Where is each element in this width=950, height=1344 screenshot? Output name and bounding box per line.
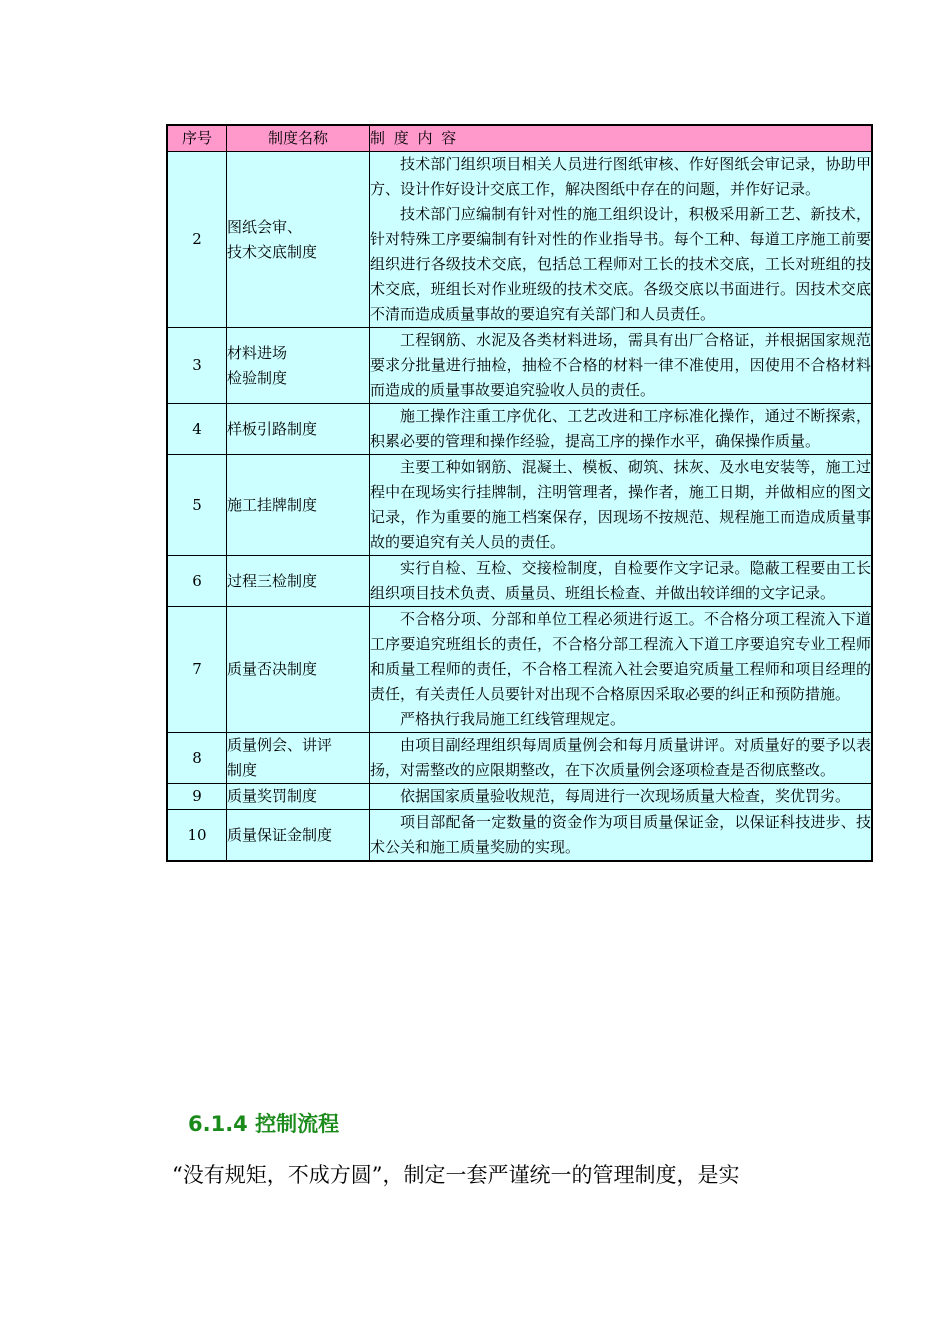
regulation-name-line: 材料进场 (227, 343, 288, 362)
regulation-content (370, 733, 873, 784)
header-no: 序号 (167, 125, 227, 152)
table-row (167, 784, 872, 810)
regulation-name-line: 质量奖罚制度 (227, 787, 318, 805)
row-number: 10 (167, 810, 227, 862)
row-number: 7 (167, 607, 227, 733)
section-heading: 6.1.4 控制流程 (188, 1112, 340, 1136)
regulation-content (370, 404, 873, 455)
regulation-name (227, 607, 370, 733)
header-name: 制度名称 (227, 125, 370, 152)
regulation-name-line: 质量例会、讲评 (227, 736, 333, 754)
table-row (167, 455, 872, 556)
content-paragraph: 工程钢筋、水泥及各类材料进场，需具有出厂合格证，并根据国家规范要求分批量进行抽检，抽检不合格的材料一律不准使用，因使用不合格材料而造成的质量事故要追究验收人员的责任。 (370, 331, 871, 399)
regulation-name (227, 455, 370, 556)
table-row (167, 810, 872, 862)
row-number: 2 (167, 152, 227, 328)
regulation-name (227, 810, 370, 862)
regulation-name-line: 制度 (227, 761, 258, 779)
header-content: 制 度 内 容 (370, 125, 873, 152)
regulation-name (227, 152, 370, 328)
regulation-name (227, 556, 370, 607)
content-paragraph: 技术部门组织项目相关人员进行图纸审核、作好图纸会审记录，协助甲方、设计作好设计交底工作，解决图纸中存在的问题，并作好记录。 (370, 155, 871, 198)
content-paragraph: 主要工种如钢筋、混凝土、模板、砌筑、抹灰、及水电安装等，施工过程中在现场实行挂牌制，注明管理者，操作者，施工日期，并做相应的图文记录，作为重要的施工档案保存，因现场不按规范、规程施工而造成质量事故的要追究有关人员的责任。 (370, 458, 871, 551)
content-paragraph: 由项目副经理组织每周质量例会和每月质量讲评。对质量好的要予以表扬，对需整改的应限期整改，在下次质量例会逐项检查是否彻底整改。 (370, 736, 871, 779)
table-body (167, 152, 872, 862)
row-number: 9 (167, 784, 227, 810)
table-row (167, 404, 872, 455)
content-paragraph: 实行自检、互检、交接检制度，自检要作文字记录。隐蔽工程要由工长组织项目技术负责、质量员、班组长检查、并做出较详细的文字记录。 (370, 559, 871, 602)
regulation-name-line: 过程三检制度 (227, 571, 318, 590)
row-number: 3 (167, 328, 227, 404)
body-paragraph: “没有规矩，不成方圆”，制定一套严谨统一的管理制度，是实 (172, 1163, 740, 1187)
regulation-name (227, 784, 370, 810)
regulation-name-line: 质量保证金制度 (227, 825, 333, 844)
table-row (167, 607, 872, 733)
regulation-name (227, 404, 370, 455)
row-number: 4 (167, 404, 227, 455)
regulation-name-line: 技术交底制度 (227, 242, 318, 261)
table-row (167, 152, 872, 328)
row-number: 6 (167, 556, 227, 607)
row-number: 8 (167, 733, 227, 784)
content-paragraph: 项目部配备一定数量的资金作为项目质量保证金，以保证科技进步、技术公关和施工质量奖励的实现。 (370, 813, 871, 856)
content-paragraph: 技术部门应编制有针对性的施工组织设计，积极采用新工艺、新技术，针对特殊工序要编制有针对性的作业指导书。每个工种、每道工序施工前要组织进行各级技术交底，包括总工程师对工长的技术交底，工长对班组的技术交底，班组长对作业班级的技术交底。各级交底以书面进行。因技术交底不清而造成质量事故的要追究有关部门和人员责任。 (370, 205, 871, 323)
content-paragraph: 依据国家质量验收规范，每周进行一次现场质量大检查，奖优罚劣。 (400, 787, 851, 805)
regulation-name-line: 施工挂牌制度 (227, 495, 318, 514)
content-paragraph: 施工操作注重工序优化、工艺改进和工序标准化操作，通过不断探索，积累必要的管理和操作经验，提高工序的操作水平，确保操作质量。 (370, 407, 871, 450)
regulation-content (370, 152, 873, 328)
regulation-content (370, 455, 873, 556)
row-number: 5 (167, 455, 227, 556)
regulation-content (370, 810, 873, 862)
regulation-name-line: 检验制度 (227, 368, 288, 387)
table-row (167, 556, 872, 607)
regulation-table (166, 124, 873, 862)
regulation-content (370, 556, 873, 607)
regulation-name (227, 733, 370, 784)
regulation-content (370, 328, 873, 404)
table-header-row (167, 125, 872, 152)
regulation-name-line: 图纸会审、 (227, 217, 303, 236)
regulation-name-line: 质量否决制度 (227, 660, 318, 678)
content-paragraph: 严格执行我局施工红线管理规定。 (400, 710, 626, 728)
table-row (167, 328, 872, 404)
regulation-name-line: 样板引路制度 (227, 419, 318, 438)
table-row (167, 733, 872, 784)
regulation-name (227, 328, 370, 404)
regulation-content (370, 607, 873, 733)
regulation-content (370, 784, 873, 810)
content-paragraph: 不合格分项、分部和单位工程必须进行返工。不合格分项工程流入下道工序要追究班组长的责任，不合格分部工程流入下道工序要追究专业工程师和质量工程师的责任，不合格工程流入社会要追究质量工程师和项目经理的责任，有关责任人员要针对出现不合格原因采取必要的纠正和预防措施。 (370, 610, 871, 703)
